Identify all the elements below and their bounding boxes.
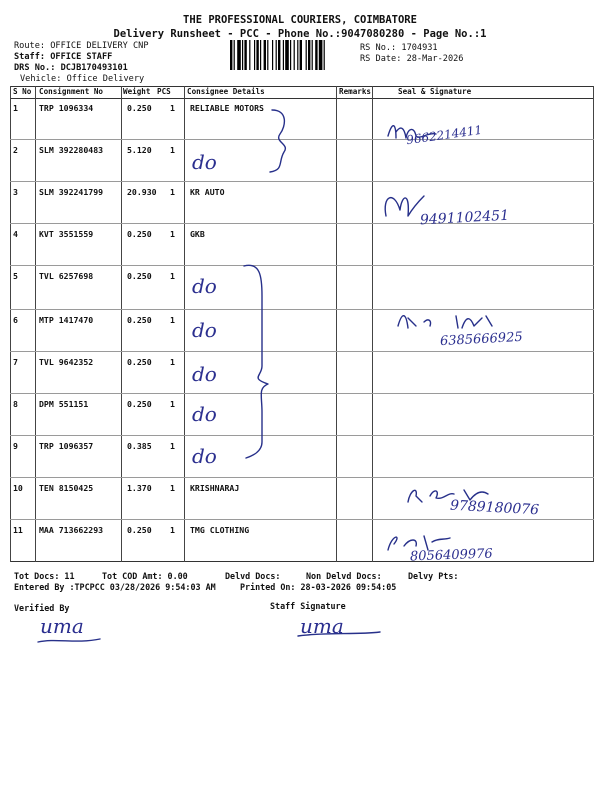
row-2-weight: 5.120	[127, 145, 152, 155]
row-1-consignment: TRP 1096334	[39, 103, 94, 113]
row-3-consignment: SLM 392241799	[39, 187, 104, 197]
route-label: Route: OFFICE DELIVERY CNP	[14, 41, 149, 51]
runsheet-subtitle: Delivery Runsheet - PCC - Phone No.:9047080280 - Page No.:1	[113, 28, 487, 40]
barcode-image	[230, 40, 356, 70]
col-header-consignment: Consignment No	[39, 87, 104, 96]
row-7-sno: 7	[13, 357, 18, 367]
row-8-consignment: DPM 551151	[39, 399, 89, 409]
row-1-consignee: RELIABLE MOTORS	[190, 103, 264, 113]
row-4-weight: 0.250	[127, 229, 152, 239]
row-7-weight: 0.250	[127, 357, 152, 367]
row-8-sno: 8	[13, 399, 18, 409]
row-5-consignment: TVL 6257698	[39, 271, 94, 281]
total-docs: Tot Docs: 11	[14, 571, 75, 581]
col-header-weight: Weight	[123, 87, 151, 96]
ditto-mark: do	[192, 274, 217, 298]
row-5-weight: 0.250	[127, 271, 152, 281]
row-3-consignee: KR AUTO	[190, 187, 225, 197]
rs-number: RS No.: 1704931	[360, 43, 438, 53]
delivery-points: Delvy Pts:	[408, 571, 459, 581]
row-5-sno: 5	[13, 271, 18, 281]
row-4-pcs: 1	[170, 229, 175, 239]
row-4-consignee: GKB	[190, 229, 205, 239]
row-5-pcs: 1	[170, 271, 175, 281]
row-2-pcs: 1	[170, 145, 175, 155]
row-10-weight: 1.370	[127, 483, 152, 493]
phone-note: 9662214411	[405, 122, 483, 148]
row-11-consignee: TMG CLOTHING	[190, 525, 250, 535]
col-header-pcs: PCS	[157, 87, 171, 96]
row-3-pcs: 1	[170, 187, 175, 197]
signature-underline	[36, 636, 106, 646]
row-9-weight: 0.385	[127, 441, 152, 451]
phone-note: 9491102451	[419, 207, 510, 229]
row-10-sno: 10	[13, 483, 23, 493]
col-header-sno: S No	[13, 87, 32, 96]
row-6-weight: 0.250	[127, 315, 152, 325]
row-4-sno: 4	[13, 229, 18, 239]
row-11-sno: 11	[13, 525, 23, 535]
verified-by-label: Verified By	[14, 603, 70, 613]
row-10-consignee: KRISHNARAJ	[190, 483, 240, 493]
ditto-mark: do	[192, 318, 217, 342]
row-3-weight: 20.930	[127, 187, 157, 197]
staff-signature: uma	[300, 614, 344, 638]
staff-label: Staff: OFFICE STAFF	[14, 52, 113, 62]
verifier-signature: uma	[40, 614, 84, 638]
row-2-consignment: SLM 392280483	[39, 145, 104, 155]
row-8-pcs: 1	[170, 399, 175, 409]
brace-mark	[240, 236, 280, 466]
row-4-consignment: KVT 3551559	[39, 229, 94, 239]
row-2-sno: 2	[13, 145, 18, 155]
ditto-mark: do	[192, 402, 217, 426]
vehicle-label: Vehicle: Office Delivery	[20, 74, 145, 84]
row-7-consignment: TVL 9642352	[39, 357, 94, 367]
row-3-sno: 3	[13, 187, 18, 197]
row-6-consignment: MTP 1417470	[39, 315, 94, 325]
ditto-mark: do	[192, 362, 217, 386]
row-10-consignment: TEN 8150425	[39, 483, 94, 493]
row-1-weight: 0.250	[127, 103, 152, 113]
phone-note: 8056409976	[409, 546, 493, 565]
phone-note: 9789180076	[449, 497, 540, 519]
row-11-consignment: MAA 713662293	[39, 525, 104, 535]
phone-note: 6385666925	[439, 329, 524, 350]
printed-on: Printed On: 28-03-2026 09:54:05	[240, 582, 397, 592]
entered-by: Entered By :TPCPCC 03/28/2026 9:54:03 AM	[14, 582, 216, 592]
company-title: THE PROFESSIONAL COURIERS, COIMBATORE	[183, 14, 417, 26]
row-7-pcs: 1	[170, 357, 175, 367]
staff-signature-label: Staff Signature	[270, 601, 346, 611]
non-delivered-docs: Non Delvd Docs:	[306, 571, 382, 581]
row-1-sno: 1	[13, 103, 18, 113]
row-8-weight: 0.250	[127, 399, 152, 409]
row-11-pcs: 1	[170, 525, 175, 535]
row-9-pcs: 1	[170, 441, 175, 451]
drs-number: DRS No.: DCJB170493101	[14, 63, 128, 73]
ditto-mark: do	[192, 150, 217, 174]
signature-underline	[296, 630, 386, 640]
col-header-seal: Seal & Signature	[398, 87, 472, 96]
row-9-sno: 9	[13, 441, 18, 451]
row-1-pcs: 1	[170, 103, 175, 113]
row-10-pcs: 1	[170, 483, 175, 493]
row-6-sno: 6	[13, 315, 18, 325]
row-11-weight: 0.250	[127, 525, 152, 535]
row-9-consignment: TRP 1096357	[39, 441, 94, 451]
delivered-docs: Delvd Docs:	[225, 571, 281, 581]
ditto-mark: do	[192, 444, 217, 468]
rs-date: RS Date: 28-Mar-2026	[360, 54, 464, 64]
brace-mark	[262, 104, 302, 176]
row-6-pcs: 1	[170, 315, 175, 325]
col-header-consignee: Consignee Details	[187, 87, 265, 96]
col-header-remarks: Remarks	[339, 87, 372, 96]
total-cod-amount: Tot COD Amt: 0.00	[102, 571, 188, 581]
